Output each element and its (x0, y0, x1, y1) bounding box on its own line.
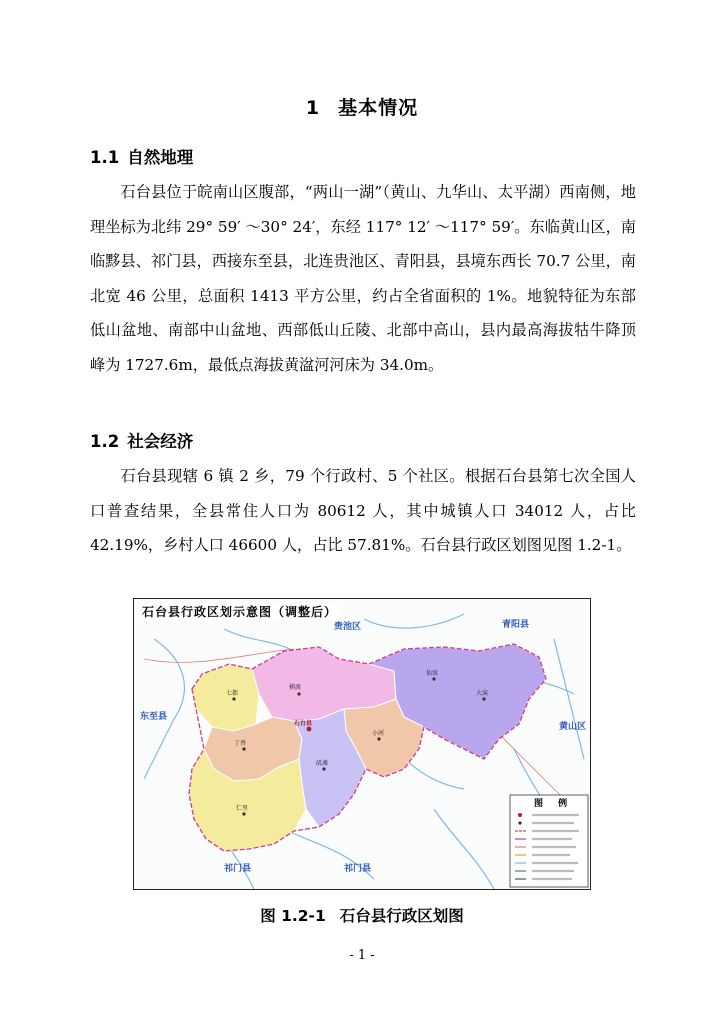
figure-title: 石台县行政区划图 (339, 907, 464, 925)
map-title: 石台县行政区划示意图（调整后） (142, 605, 338, 619)
town-label: 丁香 (234, 740, 247, 747)
town-label: 仙寓 (426, 670, 439, 677)
paragraph-social-economy: 石台县现辖 6 镇 2 乡，79 个行政村、5 个社区。根据石台县第七次全国人口普查结果，全县常住人口为 80612 人，其中城镇人口 34012 人，占比 42.19%，乡村人口 46600 人，占比 57.81%。石台县行政区划图见图 1.2-1。 (90, 467, 636, 555)
section-title: 自然地理 (127, 148, 194, 167)
section-title: 社会经济 (127, 432, 194, 451)
neighbor-label-northeast: 青阳县 (502, 620, 530, 630)
town-label: 石台县 (294, 720, 313, 727)
town-label: 大演 (476, 690, 489, 697)
neighbor-label-west: 东至县 (140, 712, 168, 722)
town-label: 仁里 (236, 805, 249, 812)
town-label: 七都 (226, 690, 239, 697)
chapter-title: 基本情况 (338, 97, 419, 119)
figure-caption (0, 904, 724, 926)
town-label: 横渡 (289, 684, 302, 691)
town-label: 矶滩 (316, 760, 329, 767)
chapter-number: 1 (305, 97, 321, 119)
neighbor-label-east: 黄山区 (559, 722, 587, 732)
section-heading-social-economy (90, 428, 193, 452)
map-legend (510, 795, 588, 887)
chapter-heading (0, 93, 724, 120)
neighbor-label-south: 祁门县 (344, 864, 372, 874)
section-number: 1.2 (90, 432, 120, 451)
map-drawing (134, 599, 591, 890)
section-number: 1.1 (90, 148, 120, 167)
neighbor-label-south-west: 祁门县 (224, 864, 252, 874)
town-label: 小河 (372, 730, 385, 737)
paragraph-natural-geography: 石台县位于皖南山区腹部，“两山一湖”（黄山、九华山、太平湖）西南侧，地理坐标为北纬 29° 59′ ～30° 24′，东经 117° 12′ ～117° 59′。东临黄山区，南临黟县、祁门县，西接东至县，北连贵池区、青阳县，县境东西长 70.7 公里，南北宽 46 公里，总面积 1413 平方公里，约占全省面积的 1%。地貌特征为东部低山盆地、南部中山盆地、西部低山丘陵、北部中高山，县内最高海拔牯牛降顶峰为 1727.6m，最低点海拔黄湓河河床为 34.0m。 (90, 183, 636, 374)
section-heading-natural-geography (90, 144, 193, 168)
administrative-map (133, 598, 591, 890)
neighbor-label-north: 贵池区 (334, 622, 362, 632)
page-number: - 1 - (349, 948, 375, 963)
legend-title: 图 例 (534, 799, 574, 809)
figure-number: 图 1.2-1 (260, 907, 326, 925)
